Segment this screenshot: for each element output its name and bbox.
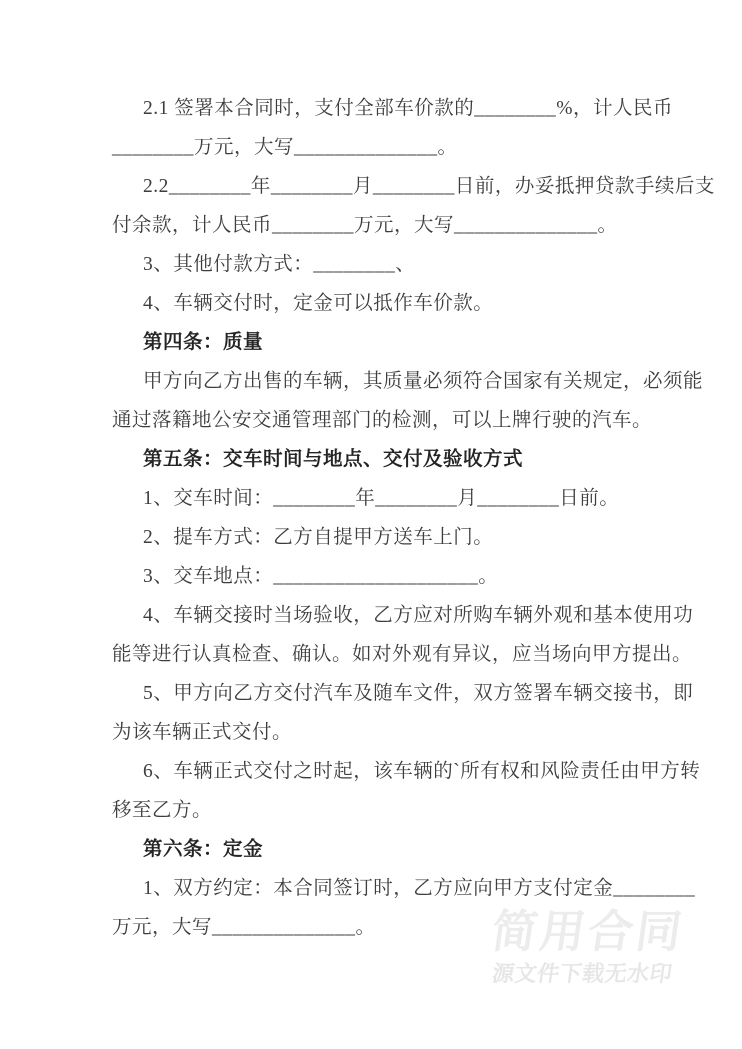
- document-line: 2、提车方式：乙方自提甲方送车上门。: [143, 527, 494, 548]
- document-line: 通过落籍地公安交通管理部门的检测，可以上牌行驶的汽车。: [112, 410, 653, 431]
- document-line: 万元，大写______________。: [112, 917, 376, 938]
- contract-text-body: [112, 89, 715, 947]
- document-line: 甲方向乙方出售的车辆，其质量必须符合国家有关规定，必须能: [143, 371, 704, 392]
- watermark-subtitle: 源文件下载无水印: [490, 961, 675, 986]
- document-line: ________万元，大写______________。: [112, 137, 458, 158]
- document-line: 5、甲方向乙方交付汽车及随车文件，双方签署车辆交接书，即: [143, 683, 694, 704]
- document-line: 付余款，计人民币________万元，大写______________。: [112, 215, 618, 236]
- document-line: 为该车辆正式交付。: [112, 722, 293, 743]
- section-heading: 第四条：质量: [143, 332, 264, 353]
- document-line: 3、交车地点：____________________。: [143, 566, 499, 587]
- document-line: 4、车辆交接时当场验收，乙方应对所购车辆外观和基本使用功: [143, 605, 694, 626]
- document-line: 4、车辆交付时，定金可以抵作车价款。: [143, 293, 494, 314]
- document-line: 1、交车时间：________年________月________日前。: [143, 488, 620, 509]
- watermark-title: 简用合同: [488, 906, 688, 957]
- document-line: 2.1 签署本合同时，支付全部车价款的________%，计人民币: [143, 98, 673, 119]
- document-line: 移至乙方。: [112, 800, 213, 821]
- section-heading: 第五条：交车时间与地点、交付及验收方式: [143, 449, 524, 470]
- document-line: 2.2________年________月________日前，办妥抵押贷款手续后支: [143, 176, 715, 197]
- document-line: 6、车辆正式交付之时起，该车辆的`所有权和风险责任由甲方转: [143, 761, 701, 782]
- document-line: 能等进行认真检查、确认。如对外观有异议，应当场向甲方提出。: [112, 644, 693, 665]
- document-line: 1、双方约定：本合同签订时，乙方应向甲方支付定金________: [143, 878, 696, 899]
- document-line: 3、其他付款方式：________、: [143, 254, 416, 275]
- section-heading: 第六条：定金: [143, 839, 264, 860]
